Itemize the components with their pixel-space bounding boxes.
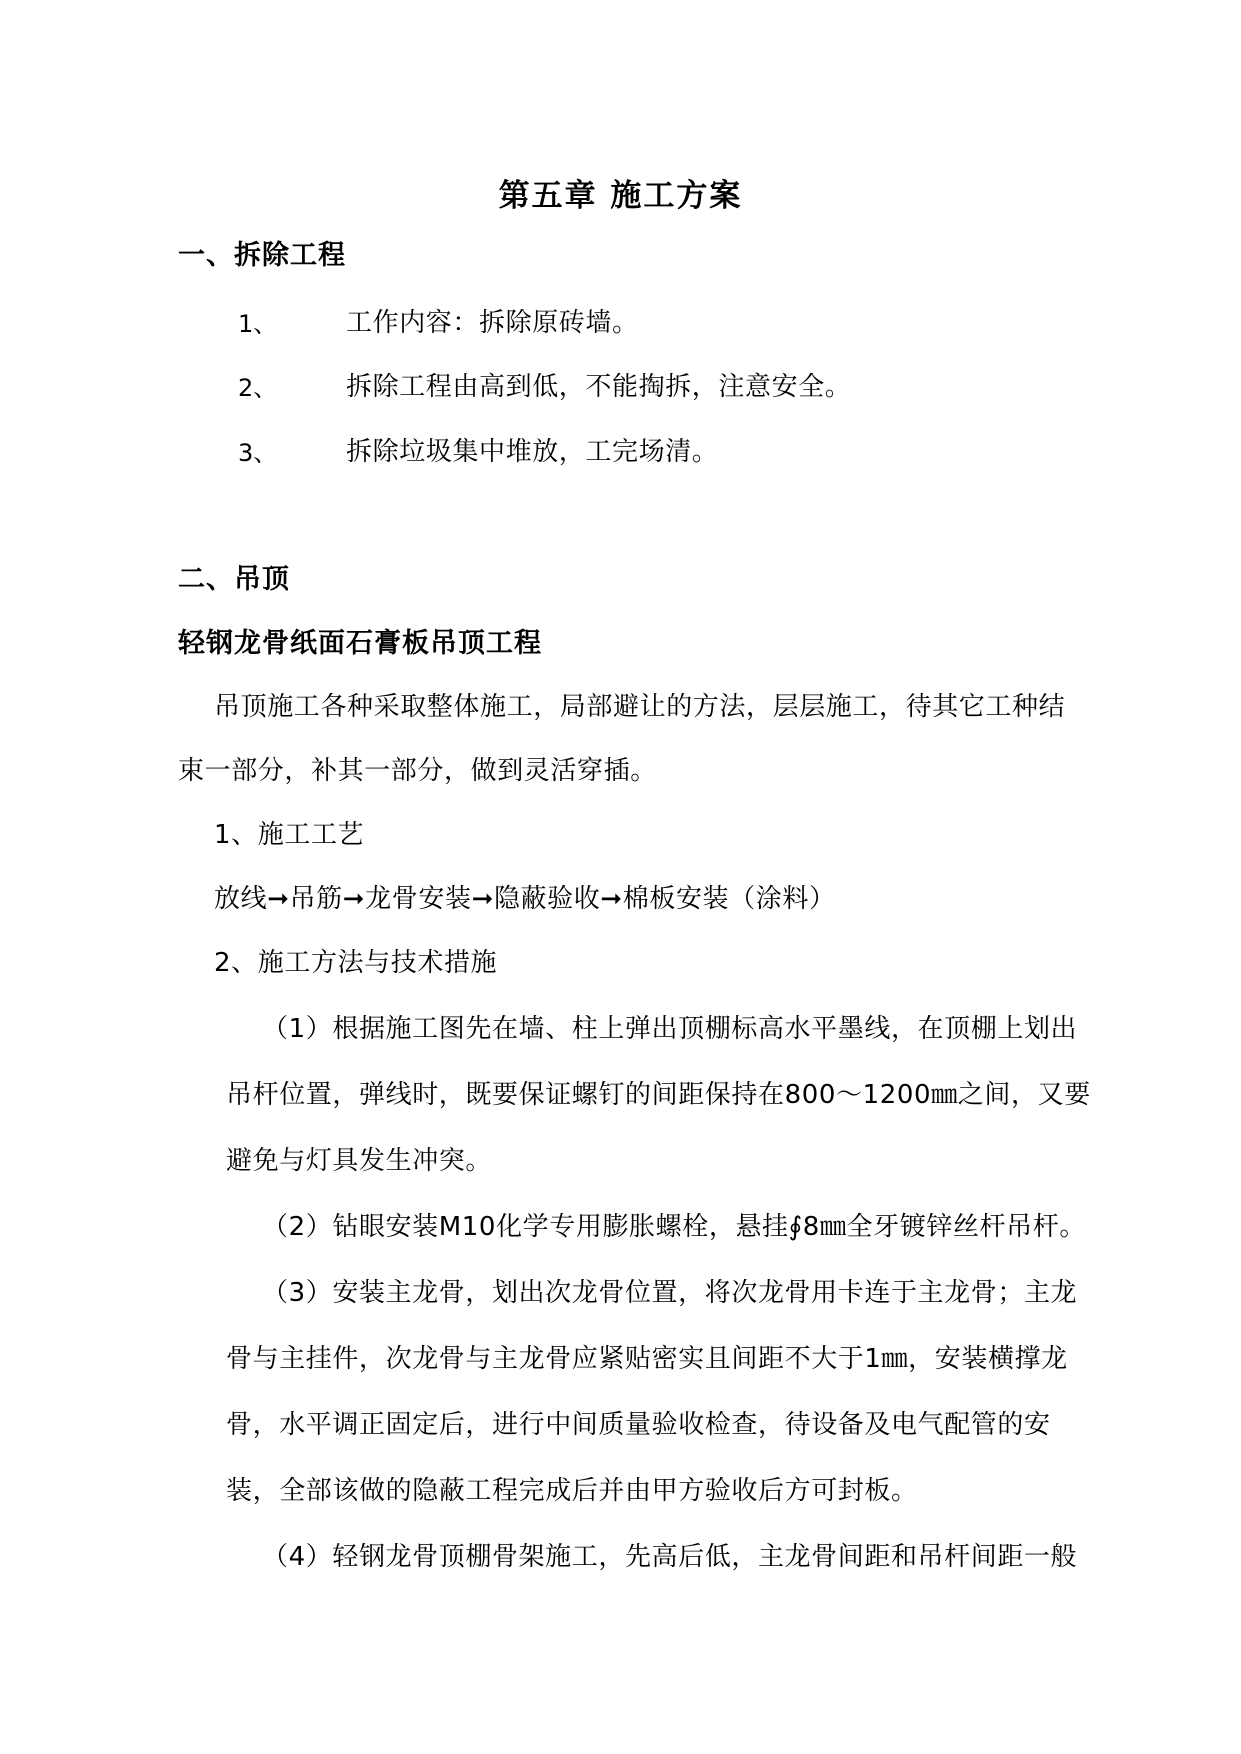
- section-heading-ceiling: 二、吊顶: [178, 564, 290, 595]
- step-1-line: 吊杆位置，弹线时，既要保证螺钉的间距保持在800～1200㎜之间，又要: [226, 1080, 1091, 1110]
- step-4-line: （4）轻钢龙骨顶棚骨架施工，先高后低，主龙骨间距和吊杆间距一般: [262, 1542, 1078, 1572]
- methods-title: 2、施工方法与技术措施: [214, 948, 498, 978]
- subheading-ceiling-project: 轻钢龙骨纸面石膏板吊顶工程: [178, 628, 542, 659]
- step-3-line: 骨与主挂件，次龙骨与主龙骨应紧贴密实且间距不大于1㎜，安装横撑龙: [226, 1344, 1068, 1374]
- item-text: 拆除工程由高到低，不能掏拆，注意安全。: [346, 372, 852, 402]
- process-flow: 放线➞吊筋➞龙骨安装➞隐蔽验收➞棉板安装（涂料）: [214, 884, 836, 914]
- chapter-title: 第五章 施工方案: [498, 178, 743, 214]
- step-3-line: （3）安装主龙骨，划出次龙骨位置，将次龙骨用卡连于主龙骨；主龙: [262, 1278, 1078, 1308]
- item-number: 1、: [238, 310, 278, 338]
- item-text: 拆除垃圾集中堆放，工完场清。: [346, 437, 719, 467]
- step-2-line: （2）钻眼安装M10化学专用膨胀螺栓，悬挂∮8㎜全牙镀锌丝杆吊杆。: [262, 1212, 1086, 1242]
- step-1-line: 避免与灯具发生冲突。: [226, 1146, 493, 1176]
- intro-paragraph-line: 吊顶施工各种采取整体施工，局部避让的方法，层层施工，待其它工种结: [214, 692, 1066, 722]
- step-3-line: 装，全部该做的隐蔽工程完成后并由甲方验收后方可封板。: [226, 1476, 918, 1506]
- intro-paragraph-line: 束一部分，补其一部分，做到灵活穿插。: [178, 756, 657, 786]
- item-number: 2、: [238, 374, 278, 402]
- item-text: 工作内容：拆除原砖墙。: [346, 308, 639, 338]
- step-1-line: （1）根据施工图先在墙、柱上弹出顶棚标高水平墨线，在顶棚上划出: [262, 1014, 1078, 1044]
- item-number: 3、: [238, 439, 278, 467]
- section-heading-demolition: 一、拆除工程: [178, 240, 346, 271]
- step-3-line: 骨，水平调正固定后，进行中间质量验收检查，待设备及电气配管的安: [226, 1410, 1051, 1440]
- process-title: 1、施工工艺: [214, 820, 365, 850]
